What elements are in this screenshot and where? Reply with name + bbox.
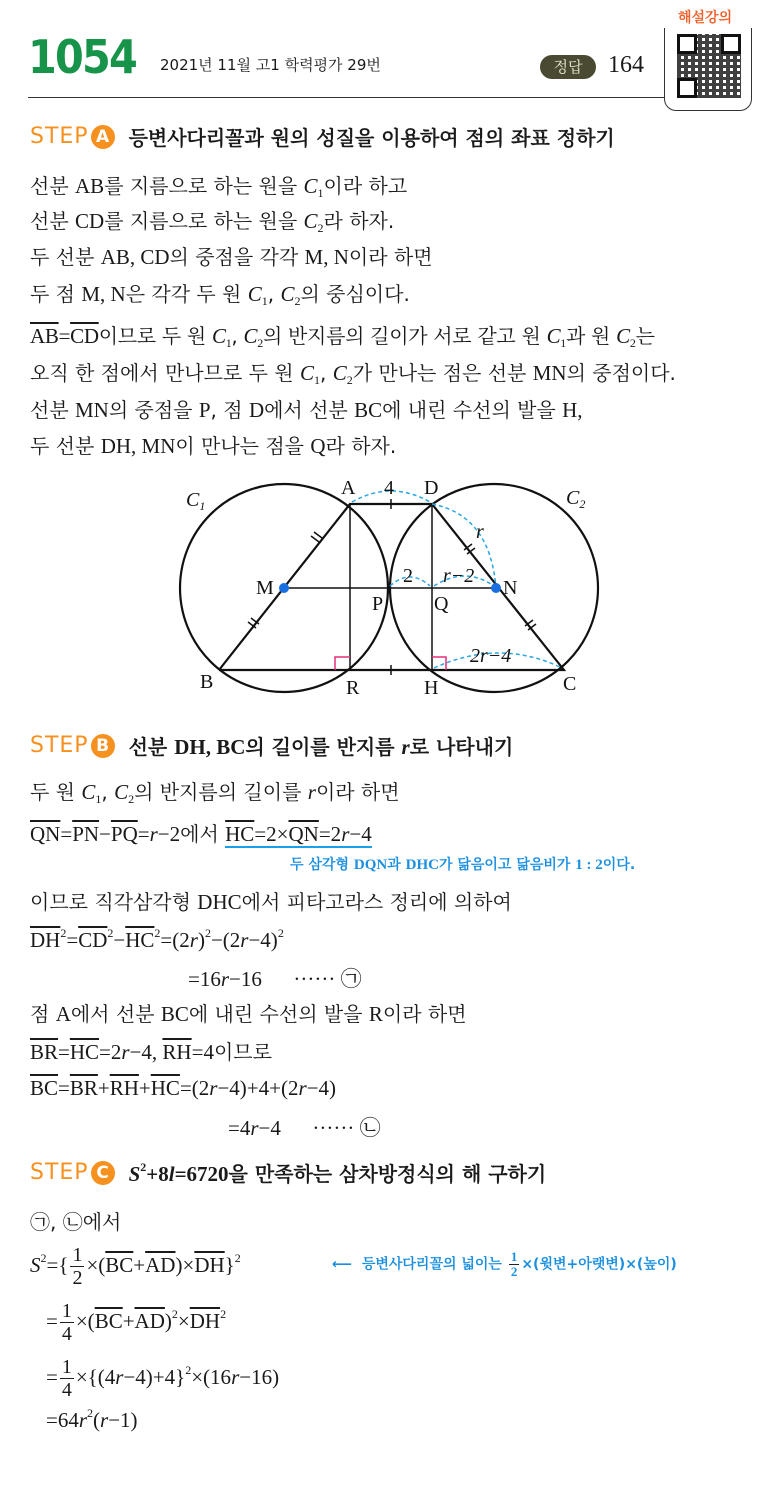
text-segment: 의 반지름의 길이를 bbox=[134, 780, 308, 804]
math-text: −4)+4+(2 bbox=[217, 1076, 299, 1100]
text-line bbox=[30, 241, 433, 270]
math-text: 2 bbox=[277, 926, 284, 940]
tick-mark bbox=[311, 536, 319, 542]
math-text: = bbox=[60, 822, 73, 846]
math-text: 2 bbox=[171, 1307, 178, 1321]
math-text: −16 bbox=[229, 967, 262, 991]
segment-notation: $\overline{DH}$ bbox=[189, 1309, 221, 1333]
length-label-dn: r bbox=[476, 521, 484, 543]
text-segment: 로 나타내기 bbox=[409, 735, 514, 759]
segment-notation: $\overline{RH}$ bbox=[162, 1040, 192, 1064]
segment-notation: $\overline{HC}$ bbox=[69, 1040, 100, 1064]
qr-eye-icon bbox=[721, 34, 741, 54]
text-segment: 의 반지름의 길이가 서로 같고 원 bbox=[262, 324, 547, 348]
math-text: −1) bbox=[108, 1408, 138, 1432]
qr-code[interactable] bbox=[664, 28, 752, 111]
segment-notation: $\overline{RH}$ bbox=[109, 1076, 139, 1100]
text-segment: 등변사다리꼴의 넓이는 bbox=[361, 1256, 507, 1273]
text-segment: 라 하자. bbox=[323, 209, 395, 233]
text-segment: ⟵ bbox=[332, 1256, 362, 1273]
text-line bbox=[46, 1300, 226, 1345]
math-text: r bbox=[231, 1365, 240, 1389]
math-text: AB bbox=[75, 174, 105, 198]
text-segment: 등변사다리꼴과 원의 성질을 이용하여 점의 좌표 정하기 bbox=[128, 126, 615, 150]
text-segment: 에서 bbox=[180, 822, 226, 846]
math-text: =64 bbox=[46, 1408, 79, 1432]
text-line bbox=[30, 278, 410, 309]
math-text: r bbox=[307, 780, 316, 804]
math-text: r bbox=[341, 822, 350, 846]
text-segment: 점 bbox=[30, 1002, 56, 1026]
math-text: 1 bbox=[261, 294, 268, 308]
text-segment: ×(윗변+아랫변)×(높이) bbox=[521, 1256, 677, 1273]
math-text: r bbox=[115, 1365, 124, 1389]
point-label-m: M bbox=[256, 577, 274, 599]
math-text: r bbox=[250, 1116, 259, 1140]
math-text: ) bbox=[197, 928, 205, 952]
text-segment: 를 지름으로 하는 원을 bbox=[104, 174, 304, 198]
math-text: C bbox=[303, 209, 318, 233]
math-text: r bbox=[240, 928, 249, 952]
text-segment: 라 하자. bbox=[325, 434, 397, 458]
text-line bbox=[46, 1356, 279, 1401]
math-text: r bbox=[121, 1040, 130, 1064]
math-text: C bbox=[114, 780, 129, 804]
text-segment: 를 지름으로 하는 원을 bbox=[104, 209, 304, 233]
math-text: C bbox=[280, 282, 295, 306]
segment-notation: $\overline{PQ}$ bbox=[110, 822, 138, 846]
math-text: MN bbox=[532, 361, 567, 385]
segment-notation: $\overline{QN}$ bbox=[30, 822, 61, 846]
segment-notation: $\overline{AD}$ bbox=[134, 1309, 165, 1333]
math-text: ×(16 bbox=[191, 1365, 232, 1389]
text-line bbox=[188, 963, 362, 993]
text-segment: 이다. bbox=[602, 857, 636, 873]
math-text: ( bbox=[93, 1408, 101, 1432]
center-point-n bbox=[491, 583, 501, 593]
segment-notation: $\overline{BR}$ bbox=[30, 1040, 59, 1064]
text-segment: 이므로 직각삼각형 bbox=[30, 890, 198, 914]
text-segment: 선분 bbox=[30, 398, 75, 422]
geometry-diagram bbox=[170, 470, 600, 702]
math-text: −4 bbox=[258, 1116, 281, 1140]
text-segment: 두 원 bbox=[30, 780, 82, 804]
segment-notation: $\overline{DH}$ bbox=[30, 928, 61, 952]
math-text: =4 bbox=[228, 1116, 251, 1140]
text-segment: 의 길이를 반지름 bbox=[245, 735, 402, 759]
math-text: DHC bbox=[197, 890, 242, 914]
math-text: 1 bbox=[314, 373, 320, 387]
point-label-b: B bbox=[200, 671, 214, 693]
math-text: MN bbox=[75, 398, 109, 422]
text-segment: 가 만나는 점은 선분 bbox=[352, 361, 533, 385]
math-text: ) bbox=[164, 1309, 172, 1333]
math-text: ······ ㉡ bbox=[280, 1116, 381, 1140]
segment-notation: $\overline{BR}$ bbox=[69, 1076, 98, 1100]
math-text: 2 bbox=[185, 1363, 192, 1377]
math-text: A bbox=[55, 1002, 71, 1026]
point-label-d: D bbox=[424, 477, 439, 499]
segment-notation: $\overline{QN}$ bbox=[288, 822, 319, 846]
numerator: 1 bbox=[72, 1244, 83, 1266]
math-text: C bbox=[247, 282, 262, 306]
text-segment: 이라 하면 bbox=[315, 780, 400, 804]
text-segment: 의 중점을 bbox=[108, 398, 199, 422]
center-point-m bbox=[279, 583, 289, 593]
math-text: +8 bbox=[146, 1162, 169, 1186]
text-line bbox=[228, 1112, 381, 1142]
math-text: r bbox=[149, 822, 158, 846]
math-text: =(2 bbox=[179, 1076, 210, 1100]
text-segment: 의 중점을 각각 bbox=[169, 245, 305, 269]
annotation-note bbox=[332, 1250, 677, 1279]
math-text: 2 bbox=[107, 926, 114, 940]
math-text: −4) bbox=[306, 1076, 337, 1100]
header-divider bbox=[28, 97, 665, 98]
text-line bbox=[30, 818, 372, 847]
annotation-note bbox=[290, 854, 635, 874]
step-label: STEP bbox=[30, 733, 89, 758]
segment-notation: $\overline{HC}$ bbox=[150, 1076, 180, 1100]
text-segment: 이라 하면 bbox=[348, 245, 433, 269]
problem-number: 1054 bbox=[28, 30, 137, 84]
text-segment: 의 중점이다. bbox=[566, 361, 676, 385]
text-line bbox=[30, 170, 407, 201]
math-text: −2 bbox=[157, 822, 181, 846]
segment-notation: $\overline{BC}$ bbox=[105, 1253, 134, 1277]
math-text: BC bbox=[160, 1002, 189, 1026]
math-text: DH, MN bbox=[100, 434, 176, 458]
fraction bbox=[70, 1244, 84, 1289]
math-text: 2 bbox=[60, 926, 67, 940]
text-segment: 은 각각 두 원 bbox=[125, 282, 248, 306]
math-text: =4 bbox=[191, 1040, 214, 1064]
text-line bbox=[30, 430, 396, 459]
numerator: 1 bbox=[61, 1300, 72, 1322]
text-segment: 선분 bbox=[128, 735, 175, 759]
math-text: C bbox=[243, 324, 258, 348]
point-label-r: R bbox=[346, 677, 360, 699]
math-text: + bbox=[97, 1076, 110, 1100]
math-text: r bbox=[220, 967, 230, 991]
length-label-hc: 2r−4 bbox=[470, 645, 512, 667]
point-label-p: P bbox=[372, 593, 384, 615]
math-text: C bbox=[299, 361, 314, 385]
math-text: 1 : 2 bbox=[575, 857, 603, 873]
text-segment: 에서 피타고라스 정리에 의하여 bbox=[241, 890, 512, 914]
point-label-c: C bbox=[563, 673, 577, 695]
math-text: =(2 bbox=[160, 928, 190, 952]
math-text: 2 bbox=[294, 294, 301, 308]
math-text: 2 bbox=[220, 1307, 227, 1321]
text-segment: 이라 하면 bbox=[382, 1002, 467, 1026]
step-c-heading bbox=[30, 1158, 546, 1187]
step-a-heading bbox=[30, 122, 615, 151]
segment-notation: $\overline{CD}$ bbox=[78, 928, 108, 952]
text-segment: 을 만족하는 삼차방정식의 해 구하기 bbox=[228, 1162, 547, 1186]
text-segment: ㉠, ㉡에서 bbox=[30, 1210, 122, 1234]
math-text: = bbox=[137, 822, 150, 846]
segment-notation: $\overline{BC}$ bbox=[94, 1309, 123, 1333]
denominator: 4 bbox=[61, 1379, 72, 1401]
math-text: −4)+4} bbox=[123, 1365, 186, 1389]
segment-notation: $\overline{HC}$ bbox=[125, 928, 155, 952]
math-text: −4) bbox=[248, 928, 278, 952]
step-label: STEP bbox=[30, 124, 89, 149]
math-text: 2 bbox=[257, 336, 263, 350]
math-text: S bbox=[128, 1162, 141, 1186]
text-line bbox=[30, 926, 284, 953]
text-segment: 두 선분 bbox=[30, 245, 101, 269]
math-text: M, N bbox=[304, 245, 349, 269]
text-segment: 에 내린 수선의 발을 bbox=[188, 1002, 369, 1026]
math-text: = bbox=[58, 1040, 70, 1064]
math-text: =6720 bbox=[174, 1162, 229, 1186]
math-text: BC bbox=[354, 398, 383, 422]
answer-badge: 정답 bbox=[540, 55, 596, 79]
step-letter-badge: C bbox=[91, 1161, 115, 1185]
text-segment: , bbox=[231, 324, 244, 348]
math-text: × bbox=[177, 1309, 190, 1333]
math-text: 1 bbox=[95, 792, 102, 806]
math-text: C bbox=[616, 324, 630, 348]
text-line bbox=[46, 1406, 138, 1433]
text-segment: 가 닮음이고 닮음비가 bbox=[438, 857, 576, 873]
text-line bbox=[30, 998, 467, 1027]
segment-notation: $\overline{BC}$ bbox=[30, 1076, 59, 1100]
math-text: } bbox=[224, 1253, 235, 1277]
math-text: D bbox=[248, 398, 265, 422]
text-segment: , bbox=[101, 780, 115, 804]
step-title bbox=[129, 122, 615, 151]
math-text: =2 bbox=[318, 822, 342, 846]
text-segment: 에서 선분 bbox=[70, 1002, 161, 1026]
denominator: 2 bbox=[510, 1264, 518, 1279]
math-text: 2 bbox=[629, 336, 636, 350]
numerator: 1 bbox=[61, 1356, 72, 1378]
text-segment: 두 점 bbox=[30, 282, 82, 306]
qr-eye-icon bbox=[677, 78, 697, 98]
math-text: DQN bbox=[353, 857, 388, 873]
text-segment: 이라 하고 bbox=[323, 174, 408, 198]
math-text: C bbox=[546, 324, 561, 348]
text-segment: 의 중심이다. bbox=[300, 282, 410, 306]
math-text: 2 bbox=[234, 1251, 241, 1265]
circle-label-c1: $C_1$ bbox=[186, 489, 206, 513]
answer-value: 164 bbox=[608, 52, 644, 78]
math-text: −4 bbox=[349, 822, 372, 846]
math-text: ×( bbox=[75, 1309, 95, 1333]
math-text: = bbox=[58, 1076, 70, 1100]
math-text: 2 bbox=[346, 373, 353, 387]
segment-notation: $\overline{AD}$ bbox=[145, 1253, 176, 1277]
text-segment: 과 원 bbox=[565, 324, 617, 348]
math-text: r bbox=[209, 1076, 218, 1100]
text-segment: 이므로 두 원 bbox=[98, 324, 212, 348]
text-segment: 이므로 bbox=[213, 1040, 272, 1064]
math-text: C bbox=[211, 324, 226, 348]
problem-source: 2021년 11월 고1 학력평가 29번 bbox=[160, 56, 381, 74]
math-text: ×{(4 bbox=[75, 1365, 116, 1389]
text-segment: 에 내린 수선의 발을 bbox=[382, 398, 563, 422]
math-text: R bbox=[368, 1002, 383, 1026]
text-segment: 과 bbox=[387, 857, 406, 873]
math-text: 2 bbox=[128, 792, 135, 806]
math-text: 2 bbox=[317, 221, 324, 235]
math-text: H, bbox=[562, 398, 583, 422]
segment-notation: $\overline{HC}$ bbox=[225, 822, 255, 846]
math-text: = bbox=[58, 324, 71, 348]
segment-notation: $\overline{PN}$ bbox=[72, 822, 100, 846]
math-text: + bbox=[122, 1309, 135, 1333]
tick-mark bbox=[314, 532, 322, 538]
point-label-q: Q bbox=[434, 593, 449, 615]
math-text: =2× bbox=[254, 822, 289, 846]
math-text: =2 bbox=[99, 1040, 122, 1064]
text-segment: 두 선분 bbox=[30, 434, 101, 458]
point-label-h: H bbox=[424, 677, 439, 699]
step-b-heading bbox=[30, 731, 513, 760]
point-label-n: N bbox=[503, 577, 518, 599]
math-text: 2 bbox=[87, 1406, 94, 1420]
math-text: ······ ㉠ bbox=[261, 967, 362, 991]
math-text: C bbox=[303, 174, 318, 198]
length-label-qn: r−2 bbox=[443, 565, 475, 587]
text-segment: , bbox=[267, 282, 281, 306]
math-text: C bbox=[332, 361, 347, 385]
math-text: 1 bbox=[225, 336, 232, 350]
math-text: S bbox=[30, 1253, 41, 1277]
text-line bbox=[30, 320, 655, 351]
text-line bbox=[30, 394, 583, 423]
math-text: r bbox=[189, 928, 198, 952]
text-line bbox=[30, 1244, 241, 1289]
fraction bbox=[60, 1300, 74, 1345]
fraction bbox=[509, 1250, 520, 1279]
math-text: −(2 bbox=[210, 928, 241, 952]
text-line bbox=[30, 1076, 336, 1101]
math-text: r bbox=[78, 1408, 88, 1432]
step-label: STEP bbox=[30, 1160, 89, 1185]
text-segment: 는 bbox=[635, 324, 655, 348]
text-segment: 선분 bbox=[30, 174, 75, 198]
text-line bbox=[30, 886, 512, 915]
qr-eye-icon bbox=[677, 34, 697, 54]
fraction bbox=[60, 1356, 74, 1401]
step-letter-badge: A bbox=[91, 125, 115, 149]
denominator: 2 bbox=[72, 1267, 83, 1289]
math-text: r bbox=[100, 1408, 109, 1432]
denominator: 4 bbox=[61, 1323, 72, 1345]
right-angle-mark-r bbox=[335, 657, 350, 670]
text-line bbox=[30, 205, 394, 236]
math-text: + bbox=[133, 1253, 146, 1277]
text-segment: 에서 선분 bbox=[264, 398, 355, 422]
math-text: − bbox=[113, 928, 126, 952]
math-text: 2 bbox=[204, 926, 211, 940]
math-text: )× bbox=[175, 1253, 195, 1277]
text-segment: 선분 bbox=[30, 209, 75, 233]
length-label-ad: 4 bbox=[384, 477, 394, 499]
math-text: C bbox=[81, 780, 96, 804]
text-segment: , bbox=[320, 361, 333, 385]
math-text: = bbox=[46, 1365, 58, 1389]
math-text: 2 bbox=[154, 926, 161, 940]
math-text: ={ bbox=[46, 1253, 69, 1277]
math-text: = bbox=[66, 928, 79, 952]
text-segment: 오직 한 점에서 만나므로 두 원 bbox=[30, 361, 300, 385]
math-text: Q bbox=[310, 434, 326, 458]
segment-notation: $\overline{DH}$ bbox=[194, 1253, 225, 1277]
segment-notation: $\overline{CD}$ bbox=[70, 324, 99, 348]
math-text: DHC bbox=[405, 857, 439, 873]
lecture-label: 해설강의 bbox=[678, 10, 733, 26]
step-title bbox=[129, 1158, 547, 1187]
math-text: 2 bbox=[40, 1251, 47, 1265]
circle-label-c2: $C_2$ bbox=[566, 487, 586, 511]
math-text: 1 bbox=[317, 186, 324, 200]
math-text: − bbox=[99, 822, 111, 846]
math-text: CD bbox=[75, 209, 105, 233]
step-letter-badge: B bbox=[91, 734, 115, 758]
math-text: = bbox=[46, 1309, 58, 1333]
text-segment: 두 삼각형 bbox=[290, 857, 354, 873]
math-text: =16 bbox=[188, 967, 221, 991]
math-text: 2 bbox=[140, 1160, 147, 1174]
math-text: −4, bbox=[129, 1040, 163, 1064]
math-text: AB, CD bbox=[100, 245, 170, 269]
segment-notation: $\overline{AB}$ bbox=[30, 324, 59, 348]
text-line bbox=[30, 1206, 121, 1235]
length-label-pq: 2 bbox=[403, 565, 413, 587]
point-label-a: A bbox=[341, 477, 356, 499]
math-text: DH, BC bbox=[174, 735, 246, 759]
math-text: M, N bbox=[81, 282, 126, 306]
math-text: ×( bbox=[86, 1253, 106, 1277]
math-text: P bbox=[198, 398, 211, 422]
text-segment: , 점 bbox=[210, 398, 249, 422]
math-text: 1 bbox=[560, 336, 566, 350]
text-line bbox=[30, 776, 400, 807]
text-segment: 이 만나는 점을 bbox=[175, 434, 311, 458]
math-text: r bbox=[401, 735, 410, 759]
step-title bbox=[129, 731, 514, 760]
math-text: l bbox=[168, 1162, 175, 1186]
text-line bbox=[30, 1036, 272, 1065]
math-text: −16) bbox=[239, 1365, 280, 1389]
text-line bbox=[30, 357, 676, 388]
math-text: r bbox=[298, 1076, 307, 1100]
math-text: + bbox=[138, 1076, 151, 1100]
numerator: 1 bbox=[510, 1249, 518, 1264]
